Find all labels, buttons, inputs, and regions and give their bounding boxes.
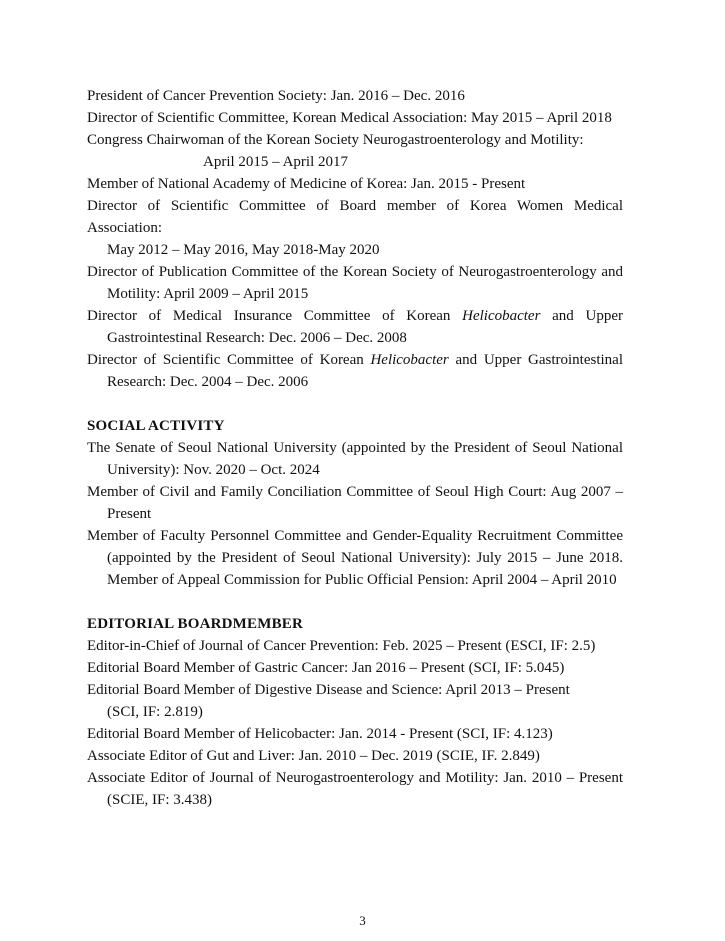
section-heading: SOCIAL ACTIVITY	[87, 418, 225, 434]
text-run: Director of Scientific Committee of Board member of Korea Women Medical Association:	[87, 198, 623, 236]
cv-item	[87, 437, 623, 481]
cv-item	[87, 525, 623, 591]
section-heading: EDITORIAL BOARDMEMBER	[87, 616, 304, 632]
cv-item	[87, 305, 623, 349]
cv-line	[87, 85, 623, 107]
cv-line	[87, 129, 623, 151]
text-run: (SCI, IF: 2.819)	[107, 704, 203, 720]
cv-item	[87, 349, 623, 393]
cv-item	[87, 657, 623, 679]
text-run: Director of Publication Committee of the Korean Society of Neurogastroenterology and	[87, 264, 623, 280]
cv-line	[87, 261, 623, 283]
cv-line	[107, 283, 623, 305]
text-run: Research: Dec. 2004 – Dec. 2006	[107, 374, 309, 390]
cv-line	[87, 305, 623, 327]
cv-line	[87, 525, 623, 547]
page-number: 3	[359, 913, 366, 928]
cv-line	[87, 679, 623, 701]
cv-item	[87, 745, 623, 767]
cv-line	[87, 723, 623, 745]
cv-item	[87, 107, 623, 129]
cv-item	[87, 261, 623, 305]
cv-line	[107, 701, 623, 723]
cv-line	[107, 503, 623, 525]
cv-item	[87, 723, 623, 745]
cv-line	[87, 173, 623, 195]
cv-item	[87, 173, 623, 195]
document-content	[87, 85, 623, 811]
cv-line	[87, 657, 623, 679]
text-run: University): Nov. 2020 – Oct. 2024	[107, 462, 320, 478]
text-run: Director of Scientific Committee of Korean	[87, 352, 371, 368]
cv-item	[87, 767, 623, 811]
text-run: The Senate of Seoul National University (appointed by the President of Seoul National	[87, 440, 623, 456]
text-run: and Upper Gastrointestinal	[448, 352, 623, 368]
italic-journal-name: Helicobacter	[462, 308, 541, 324]
text-run: (SCIE, IF: 3.438)	[107, 792, 212, 808]
text-run: May 2012 – May 2016, May 2018-May 2020	[107, 242, 380, 258]
text-run: Editorial Board Member of Gastric Cancer: Jan 2016 – Present (SCI, IF: 5.045)	[87, 660, 565, 676]
text-run: Associate Editor of Gut and Liver: Jan. 2010 – Dec. 2019 (SCIE, IF. 2.849)	[87, 748, 540, 764]
cv-line	[87, 481, 623, 503]
text-run: Member of Faculty Personnel Committee and Gender-Equality Recruitment Committee	[87, 528, 623, 544]
cv-line	[107, 327, 623, 349]
text-run: Congress Chairwoman of the Korean Society Neurogastroenterology and Motility:	[87, 132, 584, 148]
cv-line	[87, 195, 623, 239]
text-run: Editor-in-Chief of Journal of Cancer Prevention: Feb. 2025 – Present (ESCI, IF: 2.5)	[87, 638, 596, 654]
cv-section	[87, 613, 623, 811]
cv-line	[107, 371, 623, 393]
cv-item	[87, 481, 623, 525]
text-run: Editorial Board Member of Digestive Disease and Science: April 2013 – Present	[87, 682, 570, 698]
text-run: April 2015 – April 2017	[203, 154, 348, 170]
text-run: Member of Appeal Commission for Public Official Pension: April 2004 – April 2010	[107, 572, 617, 588]
text-run: Editorial Board Member of Helicobacter: Jan. 2014 - Present (SCI, IF: 4.123)	[87, 726, 553, 742]
text-run: Present	[107, 506, 152, 522]
text-run: President of Cancer Prevention Society: Jan. 2016 – Dec. 2016	[87, 88, 465, 104]
cv-line	[87, 767, 623, 789]
cv-line	[107, 789, 623, 811]
cv-line	[107, 569, 623, 591]
cv-line	[87, 745, 623, 767]
cv-item	[87, 635, 623, 657]
cv-section	[87, 85, 623, 393]
italic-journal-name: Helicobacter	[370, 352, 449, 368]
cv-line	[107, 459, 623, 481]
text-run: Gastrointestinal Research: Dec. 2006 – Dec. 2008	[107, 330, 407, 346]
text-run: Associate Editor of Journal of Neurogastroenterology and Motility: Jan. 2010 – Present	[87, 770, 623, 786]
cv-line	[203, 151, 623, 173]
cv-line	[87, 349, 623, 371]
cv-item	[87, 679, 623, 723]
cv-line	[87, 107, 623, 129]
cv-item	[87, 129, 623, 173]
text-run: Director of Medical Insurance Committee of Korean	[87, 308, 463, 324]
text-run: Motility: April 2009 – April 2015	[107, 286, 309, 302]
text-run: and Upper	[540, 308, 623, 324]
cv-line	[87, 437, 623, 459]
text-run: Director of Scientific Committee, Korean Medical Association: May 2015 – April 2018	[87, 110, 612, 126]
cv-item	[87, 195, 623, 261]
cv-line	[87, 635, 623, 657]
text-run: Member of Civil and Family Conciliation Committee of Seoul High Court: Aug 2007 –	[87, 484, 623, 500]
cv-item	[87, 85, 623, 107]
cv-section	[87, 415, 623, 591]
text-run: (appointed by the President of Seoul National University): July 2015 – June 2018.	[107, 550, 623, 566]
text-run: Member of National Academy of Medicine of Korea: Jan. 2015 - Present	[87, 176, 526, 192]
cv-line	[107, 239, 623, 261]
cv-line	[107, 547, 623, 569]
